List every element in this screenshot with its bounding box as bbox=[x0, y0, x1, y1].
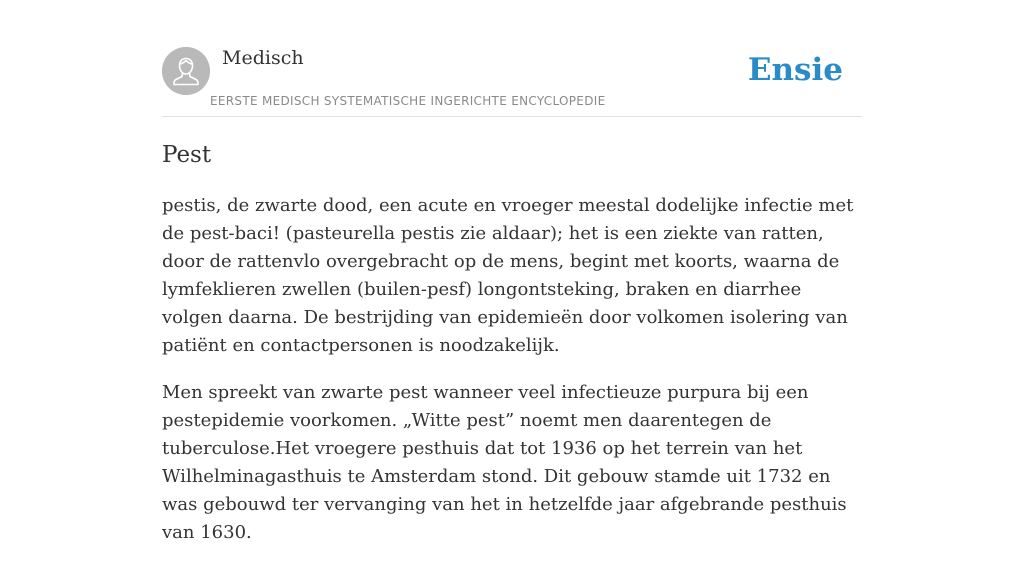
article-paragraph: pestis, de zwarte dood, een acute en vroeger meestal dodelijke infectie met de pest-baci! (pasteurella pestis zie aldaar); het is een ziekte van ratten, door de rattenvlo overgebracht op de mens, begint met koorts, waarna de lymfeklieren zwellen (builen-pesf) longontsteking, braken en diarrhee volgen daarna. De bestrijding van epidemieën door volkomen isolering van patiënt en contactpersonen is noodzakelijk. bbox=[162, 195, 854, 356]
content-column bbox=[162, 0, 862, 543]
source-subtitle: EERSTE MEDISCH SYSTEMATISCHE INGERICHTE ENCYCLOPEDIE bbox=[210, 94, 606, 108]
article-body bbox=[162, 192, 862, 566]
article-title: Pest bbox=[162, 142, 212, 168]
source-name[interactable]: Medisch bbox=[222, 47, 304, 69]
article-paragraph: Men spreekt van zwarte pest wanneer veel infectieuze purpura bij een pestepidemie voorkomen. „Witte pest” noemt men daarentegen de tuberculose.Het vroegere pesthuis dat tot 1936 op het terrein van het Wilhelminagasthuis te Amsterdam stond. Dit gebouw stamde uit 1732 en was gebouwd ter vervanging van het in hetzelfde jaar afgebrande pesthuis van 1630. bbox=[162, 382, 847, 543]
user-silhouette-icon[interactable] bbox=[162, 47, 210, 95]
ensie-logo-link[interactable]: Ensie bbox=[747, 52, 843, 88]
source-header bbox=[162, 0, 862, 117]
